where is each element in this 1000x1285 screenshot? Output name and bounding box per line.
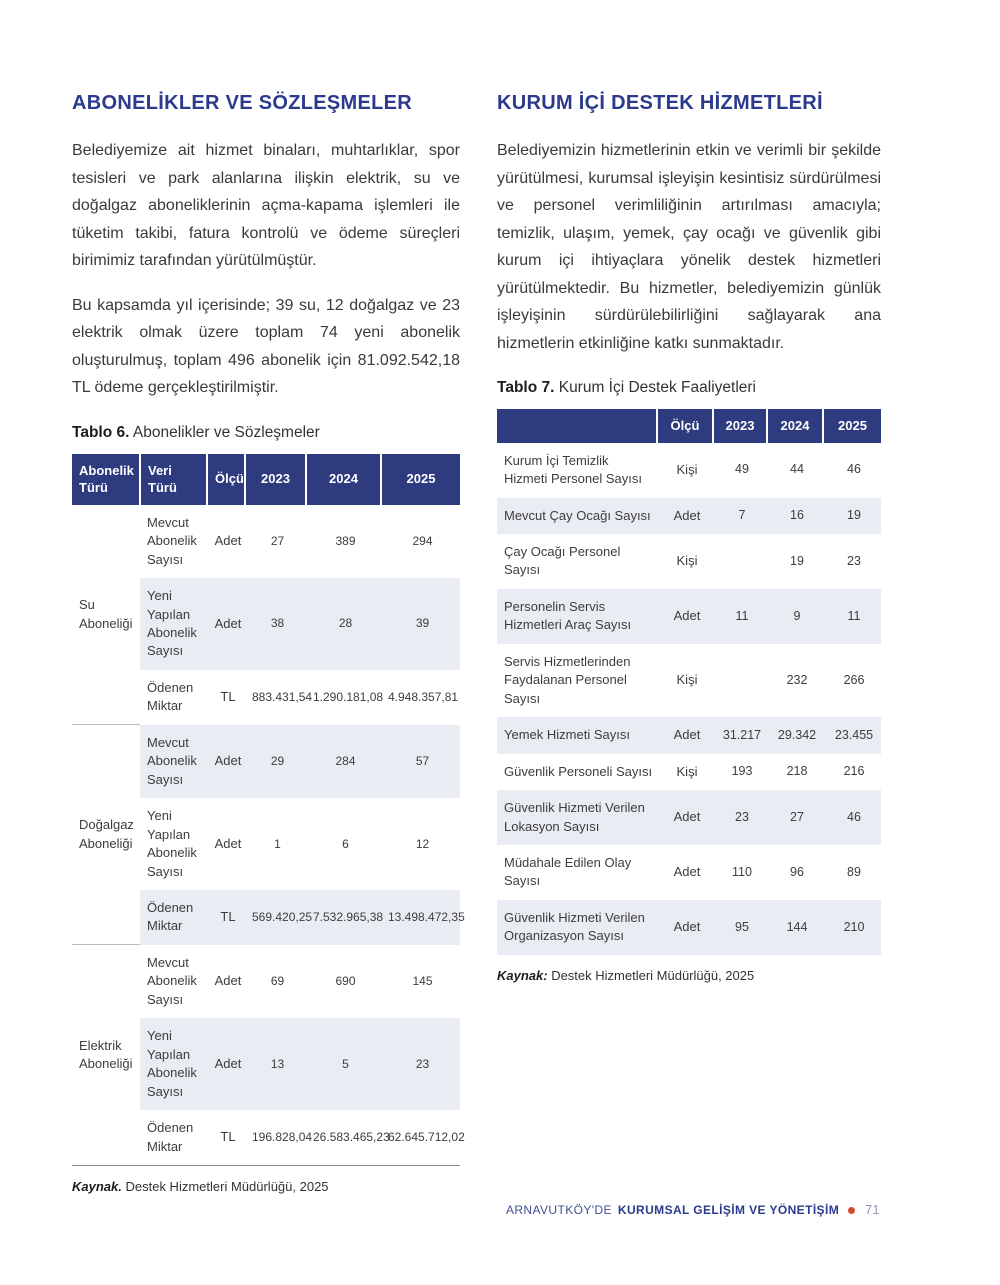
cell-2024: 690 xyxy=(335,974,356,989)
cell-2025: 62.645.712,02 xyxy=(388,1130,465,1144)
cell-2024: 284 xyxy=(306,725,381,798)
cell-2024: 29.342 xyxy=(767,717,823,753)
cell-label: Personelin Servis Hizmetleri Araç Sayısı xyxy=(497,589,657,644)
cell-veri: Ödenen Miktar xyxy=(140,890,207,945)
cell-2023 xyxy=(713,644,767,717)
cell-2024: 16 xyxy=(767,498,823,534)
cell-label: Çay Ocağı Personel Sayısı xyxy=(504,544,621,578)
table-row xyxy=(497,790,881,845)
table-row xyxy=(497,845,881,900)
table-row xyxy=(497,717,881,753)
cell-olcu: TL xyxy=(207,890,245,945)
two-column-layout xyxy=(72,92,881,1194)
column-header: 2024 xyxy=(306,454,381,505)
cell-2023: 1 xyxy=(274,836,281,851)
group-label-su: Su Aboneliği xyxy=(72,505,140,725)
cell-veri: Ödenen Miktar xyxy=(147,679,194,714)
cell-label: Yemek Hizmeti Sayısı xyxy=(497,717,657,753)
table-7-caption-number: Tablo 7. xyxy=(497,379,555,397)
cell-veri: Yeni Yapılan Abonelik Sayısı xyxy=(140,578,207,670)
cell-2023: 7 xyxy=(713,498,767,534)
cell-2023: 49 xyxy=(735,462,749,477)
source-text: Destek Hizmetleri Müdürlüğü, 2025 xyxy=(121,1178,329,1194)
cell-2025: 57 xyxy=(381,725,460,798)
right-column xyxy=(497,92,881,1194)
source-label: Kaynak. xyxy=(72,1178,122,1194)
cell-2023: 31.217 xyxy=(713,717,767,753)
page-footer xyxy=(506,1203,880,1217)
table-row xyxy=(72,725,460,798)
cell-2025: 39 xyxy=(381,578,460,670)
paragraph: Belediyemize ait hizmet binaları, muhtarlıklar, spor tesisleri ve park alanlarına ilişkin elektrik, su ve doğalgaz aboneliklerinin açma-kapama işlemleri ile tüketim takibi, fatura kontrolü ve ödeme süreçleri birimimiz tarafından yürütülmüştür. xyxy=(72,142,460,270)
group-label-dogalgaz: Doğalgaz Aboneliği xyxy=(72,725,140,945)
cell-olcu: Adet xyxy=(214,533,242,549)
cell-2025: 4.948.357,81 xyxy=(388,689,459,704)
cell-veri: Ödenen Miktar xyxy=(147,1120,194,1154)
table-7-caption-title: Kurum İçi Destek Faaliyetleri xyxy=(554,379,756,397)
cell-veri: Yeni Yapılan Abonelik Sayısı xyxy=(147,808,197,879)
cell-veri: Mevcut Abonelik Sayısı xyxy=(147,954,197,1007)
paragraph: Belediyemizin hizmetlerinin etkin ve verimli bir şekilde yürütülmesi, kurumsal işleyişin kesintisiz sürdürülmesi ve personel verimliliğinin artırılması amacıyla; temizlik, ulaşım, yemek, çay ocağı ve güvenlik gibi kurum içi ihtiyaçlara yönelik destek hizmetleri yürütülmektedir. Bu hizmetler, belediyemizin günlük işleyişinin sürdürülebilirliğini sağlayarak ana hizmetlerin etkinliğine katkı sunmaktadır. xyxy=(497,142,881,352)
cell-2025: 46 xyxy=(823,790,881,845)
cell-2024: 1.290.181,08 xyxy=(313,689,384,704)
table-row xyxy=(72,945,460,1018)
section-heading-destek: KURUM İÇİ DESTEK HİZMETLERİ xyxy=(497,92,823,114)
cell-2025: 210 xyxy=(823,900,881,955)
cell-2024: 9 xyxy=(767,589,823,644)
column-header: 2025 xyxy=(381,454,460,505)
column-header: Veri Türü xyxy=(140,454,207,505)
cell-olcu: Adet xyxy=(657,717,713,753)
cell-2024: 44 xyxy=(790,462,804,477)
paragraph: Bu kapsamda yıl içerisinde; 39 su, 12 doğalgaz ve 23 elektrik olmak üzere toplam 74 yeni abonelik oluşturulmuş, toplam 496 abonelik için 81.092.542,18 TL ödeme gerçekleştirilmiştir. xyxy=(72,296,460,397)
table-6-source xyxy=(72,1179,460,1194)
section-heading-abonelikler: ABONELİKLER VE SÖZLEŞMELER xyxy=(72,92,413,114)
cell-olcu: Kişi xyxy=(676,553,698,569)
cell-olcu: Adet xyxy=(657,589,713,644)
cell-olcu: TL xyxy=(220,689,236,705)
cell-2024: 232 xyxy=(786,672,808,687)
cell-olcu: Adet xyxy=(657,900,713,955)
cell-veri: Yeni Yapılan Abonelik Sayısı xyxy=(140,1018,207,1110)
cell-2024: 19 xyxy=(790,553,804,568)
cell-2024: 96 xyxy=(790,864,804,879)
cell-2023: 27 xyxy=(270,533,285,548)
cell-olcu: Kişi xyxy=(676,672,698,688)
table-destek-faaliyetleri xyxy=(497,409,881,955)
column-header: Abonelik Türü xyxy=(72,454,140,505)
group-label-elektrik: Elektrik Aboneliği xyxy=(72,945,140,1166)
table-row xyxy=(497,900,881,955)
footer-section-title: KURUMSAL GELİŞİM VE YÖNETİŞİM xyxy=(617,1203,840,1217)
cell-olcu: Adet xyxy=(214,973,242,989)
column-header: Ölçü xyxy=(657,409,713,443)
cell-olcu: Adet xyxy=(657,790,713,845)
cell-2023: 883.431,54 xyxy=(252,689,313,704)
cell-2025: 23.455 xyxy=(823,717,881,753)
cell-2025: 19 xyxy=(823,498,881,534)
column-header: 2025 xyxy=(823,409,881,443)
table-6-caption-number: Tablo 6. xyxy=(72,423,130,441)
cell-label: Güvenlik Hizmeti Verilen Lokasyon Sayısı xyxy=(497,790,657,845)
cell-olcu: Adet xyxy=(673,864,701,880)
table-6-header xyxy=(72,454,460,505)
cell-2024: 389 xyxy=(335,533,356,548)
cell-2023: 95 xyxy=(713,900,767,955)
column-header: 2024 xyxy=(767,409,823,443)
cell-olcu: TL xyxy=(220,1129,236,1145)
cell-2024: 6 xyxy=(342,836,349,851)
cell-2023: 196.828,04 xyxy=(252,1130,313,1144)
table-row xyxy=(497,498,881,534)
cell-2025: 11 xyxy=(823,589,881,644)
cell-2023: 29 xyxy=(245,725,306,798)
cell-label: Servis Hizmetlerinden Faydalanan Personel Sayısı xyxy=(504,653,631,706)
cell-2023: 110 xyxy=(732,864,752,879)
cell-label: Müdahale Edilen Olay Sayısı xyxy=(504,855,632,889)
cell-olcu: Adet xyxy=(214,835,242,851)
cell-2024: 5 xyxy=(306,1018,381,1110)
cell-olcu: Kişi xyxy=(676,461,698,477)
cell-2025: 266 xyxy=(843,672,865,687)
cell-label: Mevcut Çay Ocağı Sayısı xyxy=(497,498,657,534)
footer-bullet-dot-icon xyxy=(848,1207,855,1214)
cell-2023: 38 xyxy=(245,578,306,670)
cell-olcu: Adet xyxy=(657,498,713,534)
source-label: Kaynak: xyxy=(497,967,548,983)
cell-olcu: Adet xyxy=(207,1018,245,1110)
table-row xyxy=(497,589,881,644)
cell-2025: 13.498.472,35 xyxy=(381,890,460,945)
cell-2025: 23 xyxy=(847,553,861,568)
cell-2024: 26.583.465,23 xyxy=(313,1130,390,1144)
cell-veri: Mevcut Abonelik Sayısı xyxy=(147,514,197,567)
cell-label: Kurum İçi Temizlik Hizmeti Personel Sayısı xyxy=(504,452,642,487)
cell-olcu: Adet xyxy=(207,725,245,798)
column-header-empty xyxy=(497,409,657,443)
cell-veri: Mevcut Abonelik Sayısı xyxy=(140,725,207,798)
cell-2025: 46 xyxy=(847,462,861,477)
cell-2024: 28 xyxy=(306,578,381,670)
cell-2025: 294 xyxy=(412,533,433,548)
page-number: 71 xyxy=(865,1203,880,1217)
cell-2025: 216 xyxy=(843,764,865,778)
column-header: 2023 xyxy=(245,454,306,505)
table-7-header xyxy=(497,409,881,443)
table-6-caption-title: Abonelikler ve Sözleşmeler xyxy=(129,423,320,441)
table-7-caption xyxy=(497,379,881,397)
cell-2025: 145 xyxy=(412,974,433,989)
table-row xyxy=(497,754,881,790)
cell-2023: 69 xyxy=(270,974,285,989)
table-row xyxy=(72,505,460,578)
cell-2023: 569.420,25 xyxy=(245,890,306,945)
column-header: Ölçü xyxy=(207,454,245,505)
table-row xyxy=(497,644,881,717)
cell-label: Güvenlik Personeli Sayısı xyxy=(504,763,653,779)
cell-label: Güvenlik Hizmeti Verilen Organizasyon Sayısı xyxy=(497,900,657,955)
table-row xyxy=(497,534,881,589)
cell-olcu: Adet xyxy=(207,578,245,670)
table-row xyxy=(497,443,881,498)
source-text: Destek Hizmetleri Müdürlüğü, 2025 xyxy=(547,967,755,983)
cell-2023: 23 xyxy=(713,790,767,845)
column-header: 2023 xyxy=(713,409,767,443)
table-abonelikler xyxy=(72,454,465,1166)
cell-2024: 144 xyxy=(767,900,823,955)
table-6-caption xyxy=(72,424,460,442)
cell-2023 xyxy=(713,534,767,589)
table-7-source xyxy=(497,968,881,983)
footer-location-text: ARNAVUTKÖY'DE xyxy=(505,1203,612,1217)
cell-2025: 89 xyxy=(847,864,861,879)
left-column xyxy=(72,92,465,1194)
cell-2025: 12 xyxy=(415,836,430,851)
cell-2023: 11 xyxy=(713,589,767,644)
cell-olcu: Kişi xyxy=(676,763,698,779)
cell-2024: 27 xyxy=(767,790,823,845)
cell-2024: 7.532.965,38 xyxy=(306,890,381,945)
cell-2023: 193 xyxy=(731,764,753,778)
cell-2025: 23 xyxy=(381,1018,460,1110)
cell-2024: 218 xyxy=(786,764,808,778)
cell-2023: 13 xyxy=(245,1018,306,1110)
